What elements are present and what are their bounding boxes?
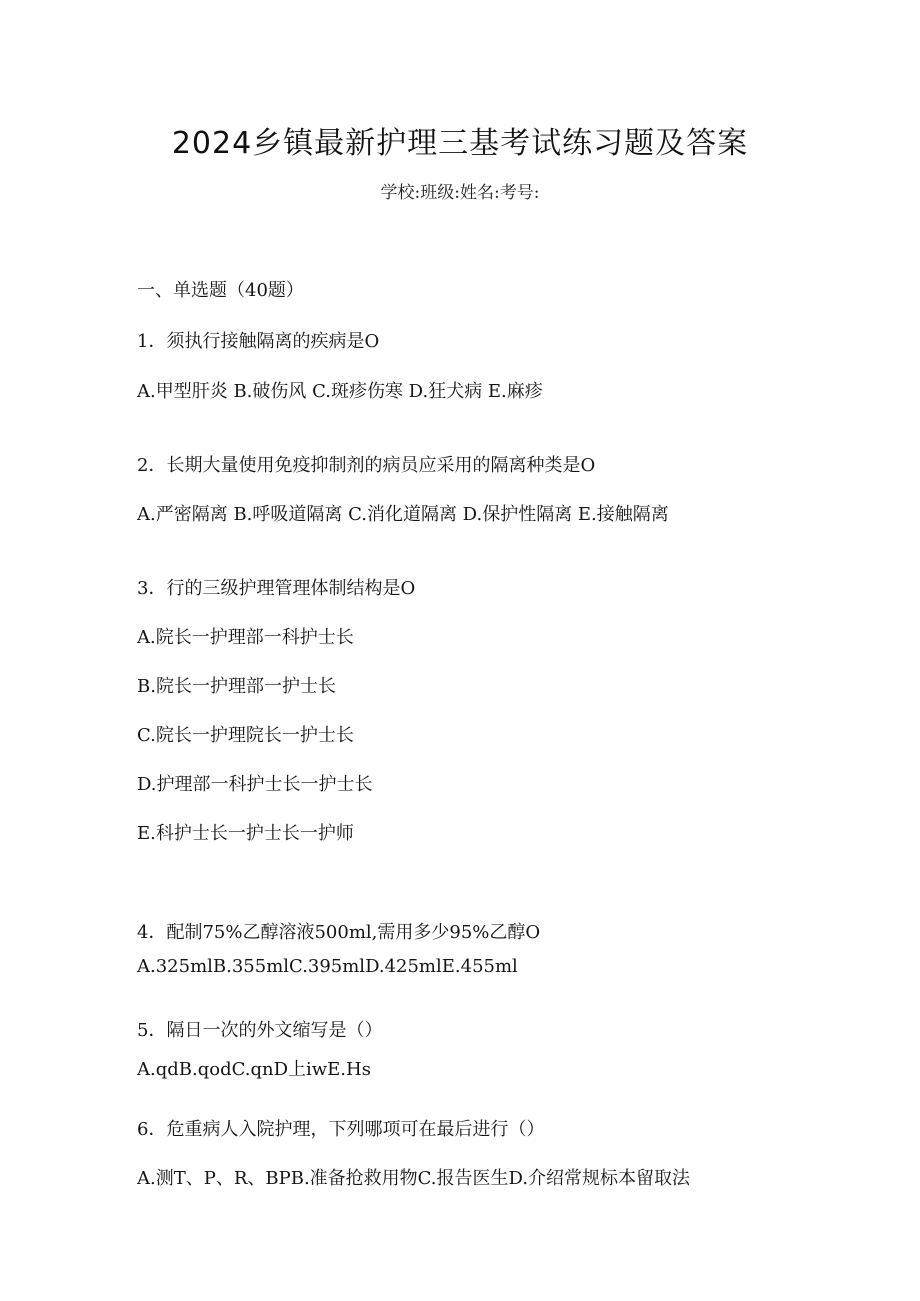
question-3-option-d: D.护理部一科护士长一护士长	[137, 774, 373, 795]
question-3-option-b: B.院长一护理部一护士长	[137, 676, 336, 697]
question-4-stem: 4．配制75%乙醇溶液500ml,需用多少95%乙醇O	[137, 922, 541, 943]
question-1-stem: 1．须执行接触隔离的疾病是O	[137, 331, 380, 352]
question-5-stem: 5．隔日一次的外文缩写是（）	[137, 1020, 383, 1041]
question-3-option-c: C.院长一护理院长一护士长	[137, 725, 354, 746]
question-2-stem: 2．长期大量使用免疫抑制剂的病员应采用的隔离种类是O	[137, 455, 596, 476]
question-1-options: A.甲型肝炎 B.破伤风 C.斑疹伤寒 D.狂犬病 E.麻疹	[137, 381, 543, 402]
section-heading: 一、单选题（40题）	[137, 280, 304, 301]
question-6-stem: 6．危重病人入院护理，下列哪项可在最后进行（）	[137, 1119, 545, 1140]
question-4-options: A.325mlB.355mlC.395mlD.425mlE.455ml	[137, 956, 518, 977]
question-3-stem: 3．行的三级护理管理体制结构是O	[137, 578, 416, 599]
question-3-option-e: E.科护士长一护士长一护师	[137, 823, 354, 844]
question-6-options: A.测T、P、R、BPB.准备抢救用物C.报告医生D.介绍常规标本留取法	[137, 1168, 691, 1189]
question-2-options: A.严密隔离 B.呼吸道隔离 C.消化道隔离 D.保护性隔离 E.接触隔离	[137, 504, 669, 525]
question-3-option-a: A.院长一护理部一科护士长	[137, 627, 354, 648]
student-info-line: 学校:班级:姓名:考号:	[380, 183, 540, 203]
question-5-options: A.qdB.qodC.qnD上iwE.Hs	[137, 1059, 371, 1080]
document-title: 2024乡镇最新护理三基考试练习题及答案	[171, 126, 749, 161]
